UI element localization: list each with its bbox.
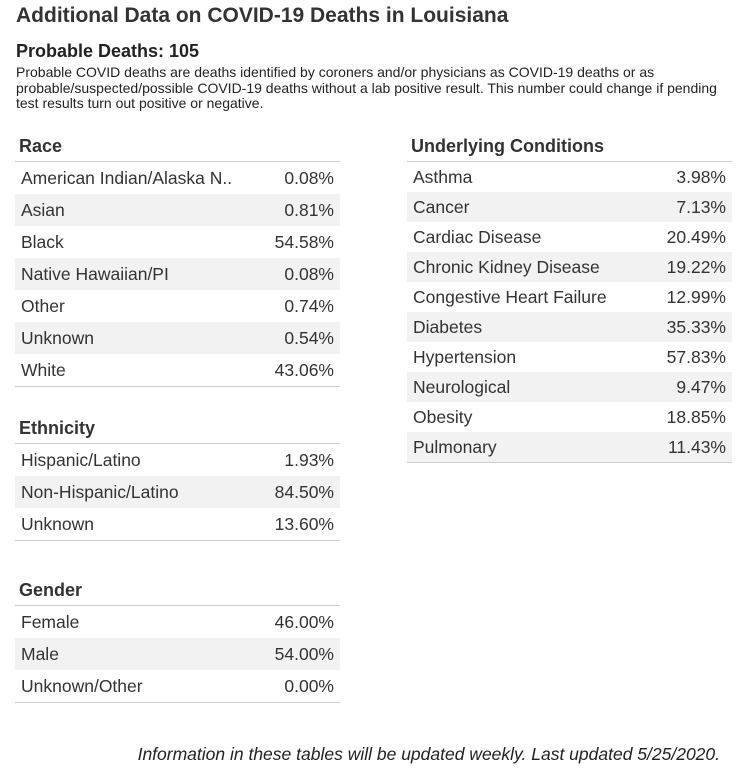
table-row (407, 222, 732, 252)
table-row (15, 508, 340, 540)
row-label: Female (21, 611, 80, 632)
row-value: 19.22% (666, 256, 726, 277)
row-value: 20.49% (666, 226, 726, 247)
row-label: Black (21, 231, 64, 252)
gender-table-title: Gender (19, 580, 83, 600)
table-row (15, 226, 340, 258)
probable-deaths-heading: Probable Deaths: 105 (16, 41, 200, 61)
table-row (407, 342, 732, 372)
row-label: Non-Hispanic/Latino (21, 481, 179, 502)
row-label: Cancer (413, 196, 470, 217)
gender-table (15, 578, 340, 703)
row-value: 0.00% (284, 675, 334, 696)
gender-table-body (15, 605, 340, 703)
table-row (15, 290, 340, 322)
update-note: Information in these tables will be updated weekly. Last updated 5/25/2020. (137, 744, 720, 764)
race-table (15, 134, 340, 387)
ethnicity-table-title: Ethnicity (19, 418, 96, 438)
row-label: Pulmonary (413, 436, 497, 457)
row-value: 0.54% (284, 327, 334, 348)
row-label: Native Hawaiian/PI (21, 263, 169, 284)
row-label: Congestive Heart Failure (413, 286, 607, 307)
row-value: 84.50% (274, 481, 334, 502)
row-value: 54.00% (274, 643, 334, 664)
table-row (15, 258, 340, 290)
table-row (15, 638, 340, 670)
row-label: Male (21, 643, 59, 664)
race-table-title: Race (19, 136, 63, 156)
underlying-conditions-table (407, 134, 732, 463)
row-label: White (21, 359, 66, 380)
row-label: Hypertension (413, 346, 517, 367)
row-value: 1.93% (284, 449, 334, 470)
row-value: 9.47% (676, 376, 726, 397)
row-value: 35.33% (666, 316, 726, 337)
table-row (15, 322, 340, 354)
table-row (407, 282, 732, 312)
row-value: 18.85% (666, 406, 726, 427)
row-value: 57.83% (666, 346, 726, 367)
row-label: Hispanic/Latino (21, 449, 141, 470)
row-label: Cardiac Disease (413, 226, 542, 247)
row-label: Other (21, 295, 65, 316)
table-row (15, 606, 340, 638)
table-row (407, 252, 732, 282)
table-row (15, 476, 340, 508)
underlying-conditions-table-body (407, 161, 732, 463)
table-row (407, 402, 732, 432)
row-value: 0.08% (284, 263, 334, 284)
row-label: Chronic Kidney Disease (413, 256, 600, 277)
table-row (15, 444, 340, 476)
table-row (407, 312, 732, 342)
row-value: 54.58% (274, 231, 334, 252)
table-row (407, 162, 732, 192)
row-value: 3.98% (676, 166, 726, 187)
row-value: 0.74% (284, 295, 334, 316)
row-label: Obesity (413, 406, 473, 427)
underlying-conditions-table-title: Underlying Conditions (411, 136, 604, 156)
table-row (15, 670, 340, 702)
row-label: Asian (21, 199, 65, 220)
table-row (407, 432, 732, 462)
ethnicity-table (15, 416, 340, 541)
row-value: 46.00% (274, 611, 334, 632)
row-value: 11.43% (667, 436, 726, 457)
table-row (15, 194, 340, 226)
row-label: Neurological (413, 376, 511, 397)
row-label: Unknown (21, 513, 94, 534)
row-label: American Indian/Alaska N.. (21, 167, 233, 188)
page-title: Additional Data on COVID-19 Deaths in Louisiana (16, 4, 509, 27)
row-value: 12.99% (666, 286, 726, 307)
table-row (407, 192, 732, 222)
probable-deaths-description: Probable COVID deaths are deaths identified by coroners and/or physicians as COVID-19 deaths or as probable/suspected/possible COVID-19 deaths without a lab positive result. This number could change if pending test results turn out positive or negative. (16, 64, 717, 111)
row-value: 13.60% (274, 513, 334, 534)
row-label: Asthma (413, 166, 473, 187)
ethnicity-table-body (15, 443, 340, 541)
row-value: 0.08% (284, 167, 334, 188)
row-value: 0.81% (284, 199, 334, 220)
row-label: Unknown/Other (21, 675, 143, 696)
table-row (15, 162, 340, 194)
table-row (15, 354, 340, 386)
table-row (407, 372, 732, 402)
row-label: Unknown (21, 327, 94, 348)
race-table-body (15, 161, 340, 387)
row-value: 43.06% (274, 359, 334, 380)
row-label: Diabetes (413, 316, 483, 337)
row-value: 7.13% (676, 196, 726, 217)
